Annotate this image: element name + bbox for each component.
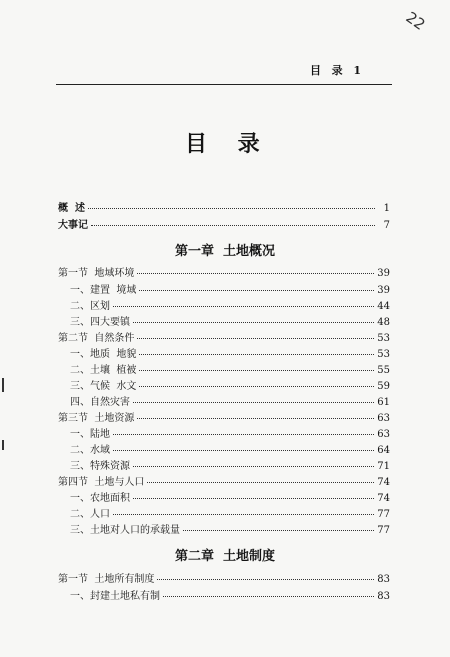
toc-section: [58, 474, 390, 488]
toc-label: 三、四大要镇: [70, 317, 130, 328]
toc-label: 大事记: [58, 220, 88, 231]
toc-section: [58, 265, 390, 279]
dot-leader: [157, 569, 374, 580]
toc-label: 三、气候 水文: [70, 381, 137, 392]
header-rule: [56, 84, 392, 85]
dot-leader: [139, 360, 374, 371]
dot-leader: [88, 198, 375, 209]
toc-page-number: 1: [383, 203, 390, 214]
toc-subsection: [70, 394, 390, 408]
toc-page-number: 39: [377, 285, 390, 296]
dot-leader: [147, 472, 374, 483]
toc-entry-overview: [58, 200, 390, 214]
dot-leader: [133, 488, 374, 499]
toc-subsection: [70, 426, 390, 440]
toc-label: 二、区划: [70, 301, 110, 312]
toc-label: 第四节 土地与人口: [58, 477, 145, 488]
toc-page-number: 61: [377, 397, 390, 408]
toc-page-number: 63: [377, 413, 390, 424]
toc-subsection: [70, 490, 390, 504]
toc-label: 一、农地面积: [70, 493, 130, 504]
dot-leader: [139, 280, 374, 291]
toc-page-number: 74: [377, 477, 390, 488]
dot-leader: [113, 424, 374, 435]
toc-label: 一、陆地: [70, 429, 110, 440]
toc-label: 一、封建土地私有制: [70, 591, 160, 602]
toc-page-number: 74: [377, 493, 390, 504]
dot-leader: [139, 344, 374, 355]
toc-subsection: [70, 346, 390, 360]
handwritten-page-number: 22: [402, 8, 429, 34]
dot-leader: [133, 312, 374, 323]
toc-page-number: 55: [377, 365, 390, 376]
page-title: 目 录: [185, 132, 260, 157]
toc-label: 第一节 地域环境: [58, 268, 135, 279]
toc-page-number: 83: [377, 574, 390, 585]
toc-section: [58, 571, 390, 585]
dot-leader: [133, 456, 374, 467]
toc-subsection: [70, 442, 390, 456]
dot-leader: [91, 215, 375, 226]
dot-leader: [137, 408, 374, 419]
toc-page-number: 77: [377, 509, 390, 520]
dot-leader: [163, 586, 374, 597]
toc-page-number: 64: [377, 445, 390, 456]
toc-label: 二、土壤 植被: [70, 365, 137, 376]
dot-leader: [113, 296, 374, 307]
toc-page-number: 48: [377, 317, 390, 328]
dot-leader: [133, 392, 374, 403]
toc-subsection: [70, 314, 390, 328]
toc-label: 二、人口: [70, 509, 110, 520]
toc-label: 四、自然灾害: [70, 397, 130, 408]
toc-label: 第一节 土地所有制度: [58, 574, 155, 585]
dot-leader: [137, 263, 374, 274]
toc-entry-chronicle: [58, 217, 390, 231]
dot-leader: [137, 328, 374, 339]
toc-subsection: [70, 588, 390, 602]
dot-leader: [113, 504, 374, 515]
toc-section: [58, 410, 390, 424]
toc-label: 概 述: [58, 203, 85, 214]
toc-page-number: 53: [377, 333, 390, 344]
toc-label: 二、水域: [70, 445, 110, 456]
toc-subsection: [70, 458, 390, 472]
toc-label: 第三节 土地资源: [58, 413, 135, 424]
dot-leader: [113, 440, 374, 451]
toc-page-number: 39: [377, 268, 390, 279]
toc-subsection: [70, 378, 390, 392]
toc-label: 第二节 自然条件: [58, 333, 135, 344]
dot-leader: [183, 520, 374, 531]
toc-page-number: 59: [377, 381, 390, 392]
dot-leader: [139, 376, 374, 387]
toc-page-number: 63: [377, 429, 390, 440]
toc-subsection: [70, 362, 390, 376]
toc-subsection: [70, 506, 390, 520]
toc-page-number: 77: [377, 525, 390, 536]
chapter-title: 第一章 土地概况: [174, 244, 276, 259]
toc-page-number: 83: [377, 591, 390, 602]
toc-label: 一、建置 境域: [70, 285, 137, 296]
chapter-title: 第二章 土地制度: [174, 549, 276, 564]
toc-label: 一、地质 地貌: [70, 349, 137, 360]
toc-subsection: [70, 298, 390, 312]
scan-edge-mark: [2, 378, 4, 392]
running-header: 目 录 1: [310, 64, 362, 77]
toc-section: [58, 330, 390, 344]
toc-label: 三、土地对人口的承载量: [70, 525, 180, 536]
toc-page-number: 71: [377, 461, 390, 472]
toc-page-number: 7: [383, 220, 390, 231]
toc-page-number: 44: [377, 301, 390, 312]
toc-page-number: 53: [377, 349, 390, 360]
toc-label: 三、特殊资源: [70, 461, 130, 472]
scan-edge-mark: [2, 440, 4, 450]
toc-subsection: [70, 522, 390, 536]
toc-subsection: [70, 282, 390, 296]
